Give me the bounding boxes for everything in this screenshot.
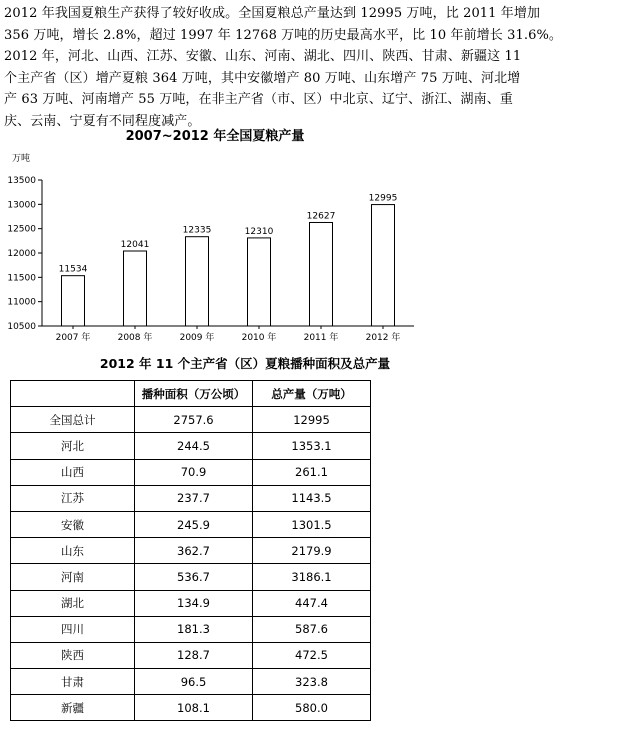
area-cell: 96.5	[135, 669, 253, 695]
region-cell: 山东	[11, 538, 135, 564]
table-row	[11, 433, 371, 459]
x-tick-label: 2007 年	[55, 333, 91, 343]
y-tick-label: 11500	[7, 273, 36, 284]
y-tick-label: 13500	[7, 176, 36, 186]
output-cell: 3186.1	[253, 564, 371, 590]
intro-line: 2012 年我国夏粮生产获得了较好收成。全国夏粮总产量达到 12995 万吨，比 2011 年增加	[4, 6, 541, 21]
region-cell: 河南	[11, 564, 135, 590]
table-row	[11, 616, 371, 642]
bar	[124, 251, 147, 326]
output-cell: 580.0	[253, 695, 371, 721]
bar	[62, 276, 85, 326]
y-tick-label: 10500	[7, 322, 36, 332]
table-row	[11, 511, 371, 537]
region-cell: 江苏	[11, 485, 135, 511]
area-cell: 245.9	[135, 511, 253, 537]
area-cell: 70.9	[135, 459, 253, 485]
region-cell: 甘肃	[11, 669, 135, 695]
intro-line: 2012 年，河北、山西、江苏、安徽、山东、河南、湖北、四川、陕西、甘肃、新疆这 11	[4, 49, 522, 64]
area-cell: 134.9	[135, 590, 253, 616]
area-cell: 2757.6	[135, 407, 253, 433]
data-table	[10, 380, 371, 721]
intro-line: 356 万吨，增长 2.8%，超过 1997 年 12768 万吨的历史最高水平，比 10 年前增长 31.6%。	[4, 27, 563, 43]
output-cell: 323.8	[253, 669, 371, 695]
region-cell: 新疆	[11, 695, 135, 721]
bar	[372, 205, 395, 326]
y-tick-label: 12500	[7, 224, 36, 235]
output-cell: 12995	[253, 407, 371, 433]
output-cell: 261.1	[253, 459, 371, 485]
area-cell: 181.3	[135, 616, 253, 642]
table-row	[11, 590, 371, 616]
output-cell: 2179.9	[253, 538, 371, 564]
table-row	[11, 642, 371, 668]
bar-value-label: 12995	[368, 193, 398, 204]
bar-value-label: 12627	[306, 211, 336, 222]
region-cell: 陕西	[11, 642, 135, 668]
region-cell: 湖北	[11, 590, 135, 616]
x-tick-label: 2010 年	[241, 333, 277, 343]
x-tick-label: 2012 年	[365, 333, 401, 343]
table-header-row	[11, 381, 371, 407]
table-row	[11, 407, 371, 433]
table-row	[11, 485, 371, 511]
table-title: 2012 年 11 个主产省（区）夏粮播种面积及总产量	[99, 356, 391, 371]
intro-line: 产 63 万吨、河南增产 55 万吨，在非主产省（市、区）中北京、辽宁、浙江、湖南、重	[4, 92, 513, 107]
intro-paragraph	[4, 3, 616, 132]
table-row	[11, 564, 371, 590]
bar-value-label: 11534	[58, 264, 88, 275]
y-tick-label: 11000	[7, 297, 36, 308]
bar	[186, 237, 209, 326]
x-tick-label: 2011 年	[303, 333, 339, 343]
chart-bars	[59, 194, 398, 326]
table-row	[11, 538, 371, 564]
bar-value-label: 12041	[120, 240, 150, 251]
chart-title: 2007~2012 年全国夏粮产量	[125, 129, 305, 144]
header-cell: 总产量（万吨）	[253, 381, 371, 407]
table-row	[11, 695, 371, 721]
table-row	[11, 459, 371, 485]
region-cell: 河北	[11, 433, 135, 459]
area-cell: 244.5	[135, 433, 253, 459]
y-axis-unit: 万吨	[12, 154, 31, 164]
intro-line: 个主产省（区）增产夏粮 364 万吨，其中安徽增产 80 万吨、山东增产 75 万吨、河北增	[4, 70, 521, 86]
output-cell: 1143.5	[253, 485, 371, 511]
output-cell: 1353.1	[253, 433, 371, 459]
output-cell: 1301.5	[253, 511, 371, 537]
output-cell: 587.6	[253, 616, 371, 642]
header-cell	[11, 381, 135, 407]
area-cell: 536.7	[135, 564, 253, 590]
y-tick-label: 12000	[7, 249, 36, 259]
y-tick-label: 13000	[7, 200, 36, 211]
header-cell: 播种面积（万公顷）	[135, 381, 253, 407]
region-cell: 山西	[11, 459, 135, 485]
output-cell: 447.4	[253, 590, 371, 616]
region-cell: 全国总计	[11, 407, 135, 433]
table-row	[11, 669, 371, 695]
area-cell: 362.7	[135, 538, 253, 564]
bar-value-label: 12310	[244, 226, 274, 237]
area-cell: 237.7	[135, 485, 253, 511]
region-cell: 安徽	[11, 511, 135, 537]
area-cell: 128.7	[135, 642, 253, 668]
output-cell: 472.5	[253, 642, 371, 668]
bar	[310, 222, 333, 326]
x-tick-label: 2008 年	[117, 333, 153, 343]
bar	[248, 238, 271, 326]
region-cell: 四川	[11, 616, 135, 642]
intro-line: 庆、云南、宁夏有不同程度减产。	[4, 113, 201, 129]
area-cell: 108.1	[135, 695, 253, 721]
x-tick-label: 2009 年	[179, 333, 215, 343]
bar-value-label: 12335	[182, 225, 212, 236]
bar-chart	[0, 128, 430, 350]
